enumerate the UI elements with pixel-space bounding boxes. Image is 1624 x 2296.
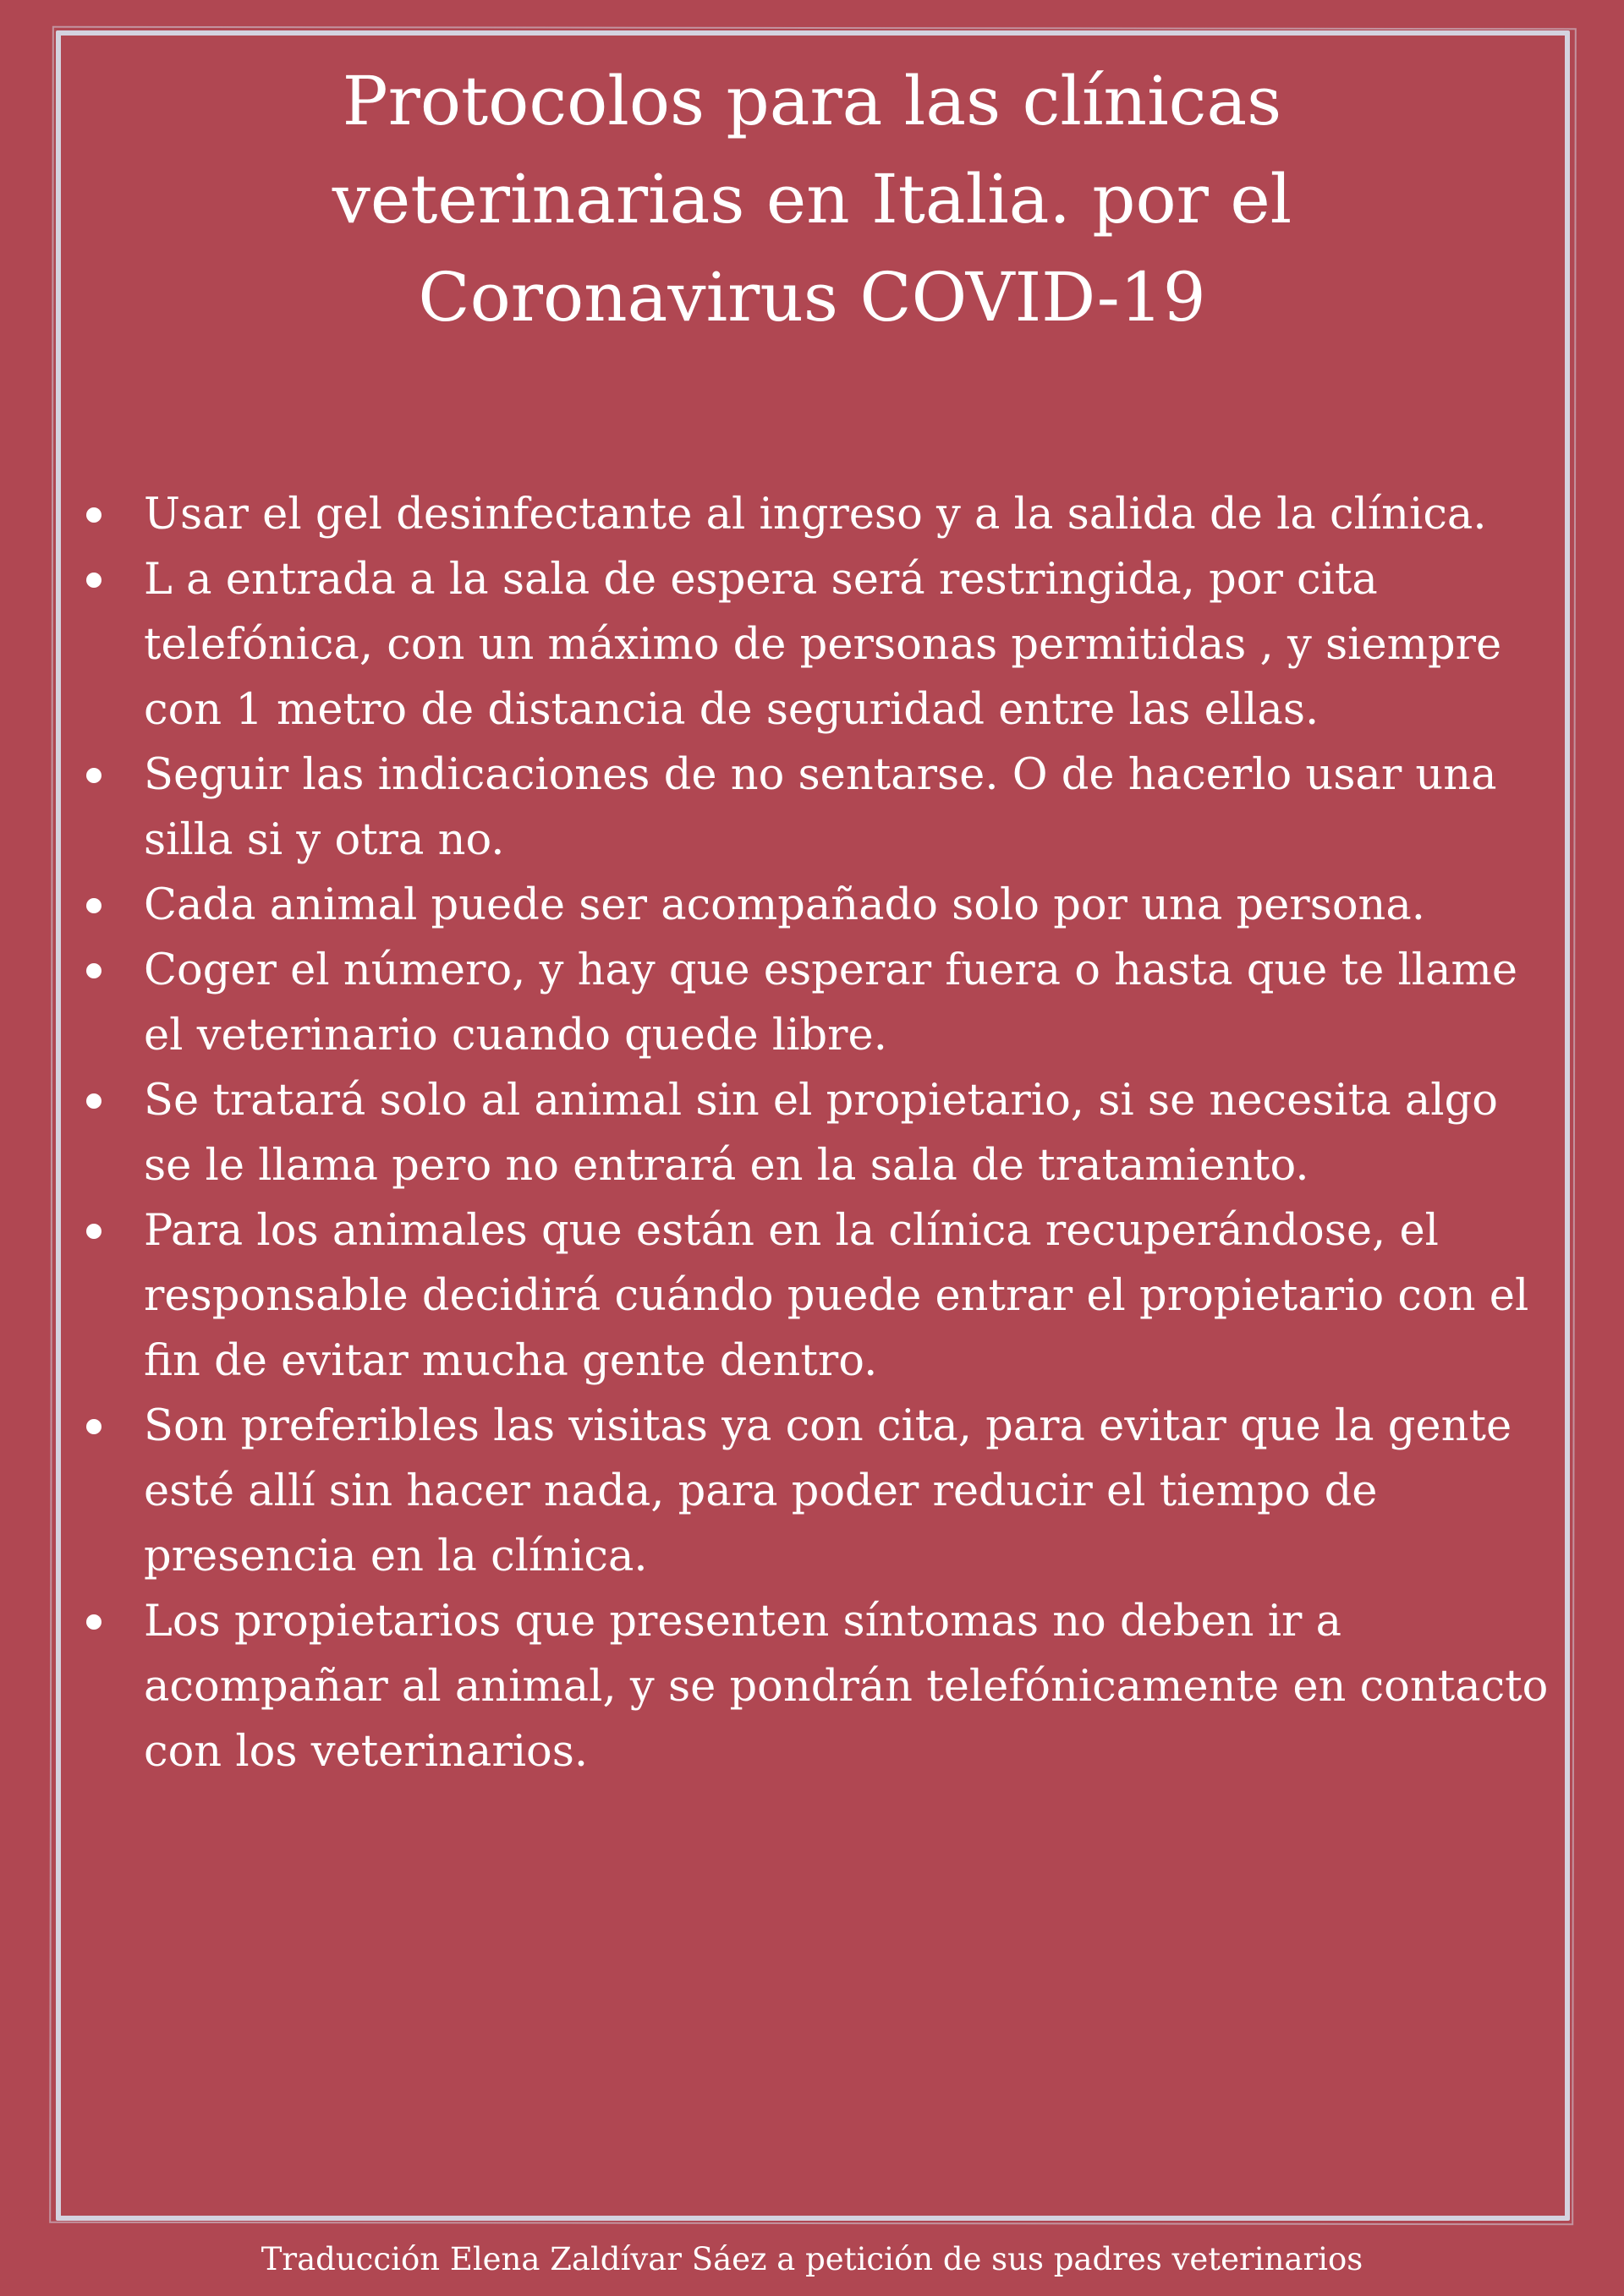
title-line-2: veterinarias en Italia. por el xyxy=(332,160,1292,238)
bullet-icon xyxy=(86,898,102,913)
protocol-item xyxy=(85,1394,1556,1589)
protocol-item xyxy=(85,938,1556,1068)
translation-credit: Traducción Elena Zaldívar Sáez a petición de sus padres veterinarios xyxy=(261,2241,1363,2277)
protocol-item-text: Seguir las indicaciones de no sentarse. O de hacerlo usar una silla si y otra no. xyxy=(144,750,1497,865)
title-line-3: Coronavirus COVID-19 xyxy=(418,258,1206,337)
bullet-icon xyxy=(86,507,102,523)
protocol-item xyxy=(85,1198,1556,1394)
protocol-item xyxy=(85,1589,1556,1784)
protocol-item xyxy=(85,482,1556,547)
bullet-icon xyxy=(86,963,102,978)
title-line-1: Protocolos para las clínicas xyxy=(342,62,1282,140)
bullet-icon xyxy=(86,1224,102,1239)
protocol-item xyxy=(85,873,1556,938)
bullet-icon xyxy=(86,1614,102,1630)
protocol-item-text: Se tratará solo al animal sin el propietario, si se necesita algo se le llama pero no entrará en la sala de tratamiento. xyxy=(144,1076,1498,1191)
protocol-item-text: Coger el número, y hay que esperar fuera o hasta que te llame el veterinario cuando quede libre. xyxy=(144,945,1518,1060)
protocol-list xyxy=(85,482,1556,1784)
protocol-item xyxy=(85,547,1556,743)
protocol-item xyxy=(85,1068,1556,1198)
bullet-icon xyxy=(86,573,102,588)
protocol-item-text: Usar el gel desinfectante al ingreso y a la salida de la clínica. xyxy=(144,490,1487,540)
bullet-icon xyxy=(86,1419,102,1434)
protocol-item-text: Los propietarios que presenten síntomas no deben ir a acompañar al animal, y se pondrán telefónicamente en contacto con los veterinarios. xyxy=(144,1597,1549,1777)
protocol-item-text: L a entrada a la sala de espera será restringida, por cita telefónica, con un máximo de personas permitidas , y siempre con 1 metro de distancia de seguridad entre las ellas. xyxy=(144,555,1502,735)
protocol-item-text: Cada animal puede ser acompañado solo por una persona. xyxy=(144,880,1426,930)
poster-title xyxy=(127,52,1497,347)
protocol-item-text: Son preferibles las visitas ya con cita, para evitar que la gente esté allí sin hacer nada, para poder reducir el tiempo de presencia en la clínica. xyxy=(144,1401,1512,1581)
protocol-item-text: Para los animales que están en la clínica recuperándose, el responsable decidirá cuándo puede entrar el propietario con el fin de evitar mucha gente dentro. xyxy=(144,1206,1529,1386)
protocol-item xyxy=(85,743,1556,873)
bullet-icon xyxy=(86,1093,102,1109)
bullet-icon xyxy=(86,768,102,783)
